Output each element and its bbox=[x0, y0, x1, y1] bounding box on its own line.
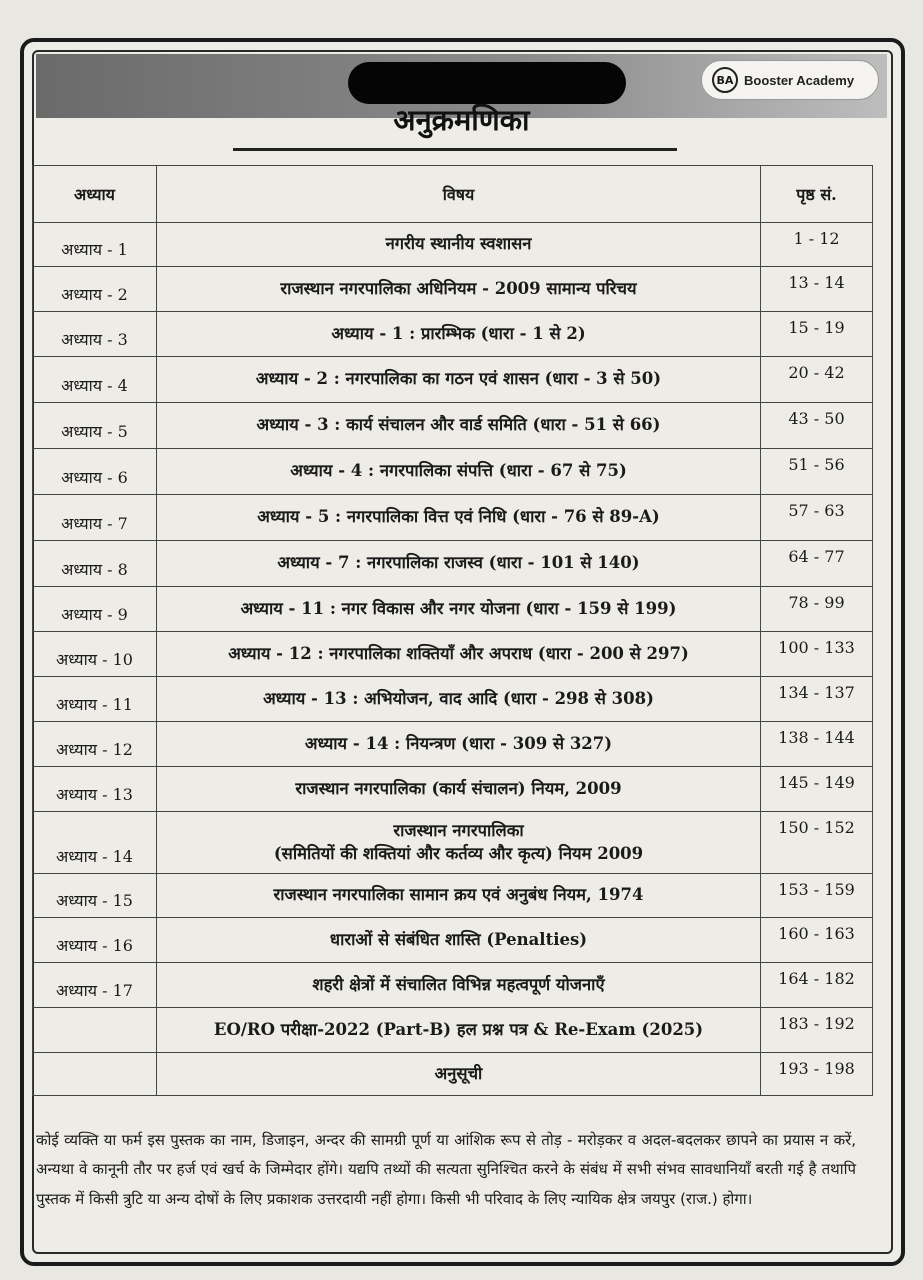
header-chapter: अध्याय bbox=[33, 166, 157, 223]
subject-cell bbox=[157, 541, 761, 587]
table-row bbox=[33, 312, 873, 357]
subject-cell bbox=[157, 495, 761, 541]
redacted-pill bbox=[348, 62, 626, 104]
pages-cell: 100 - 133 bbox=[761, 632, 873, 677]
brand-logo bbox=[701, 60, 879, 100]
subject-line: राजस्थान नगरपालिका सामान क्रय एवं अनुबंध नियम, 1974 bbox=[273, 885, 644, 905]
subject-line: राजस्थान नगरपालिका अधिनियम - 2009 सामान्य परिचय bbox=[280, 278, 637, 298]
chapter-cell: अध्याय - 2 bbox=[33, 267, 157, 312]
subject-line: राजस्थान नगरपालिका bbox=[393, 821, 524, 841]
table-row bbox=[33, 495, 873, 541]
table-row bbox=[33, 267, 873, 312]
chapter-cell bbox=[33, 1008, 157, 1053]
subject-cell bbox=[157, 632, 761, 677]
subject-line: नगरीय स्थानीय स्वशासन bbox=[385, 234, 532, 254]
subject-cell bbox=[157, 449, 761, 495]
table-header-row bbox=[33, 166, 873, 223]
page-title: अनुक्रमणिका bbox=[393, 103, 530, 137]
chapter-cell: अध्याय - 7 bbox=[33, 495, 157, 541]
header-pages: पृष्ठ सं. bbox=[761, 166, 873, 223]
subject-line: EO/RO परीक्षा-2022 (Part-B) हल प्रश्न पत्र & Re-Exam (2025) bbox=[213, 1019, 704, 1039]
table-row bbox=[33, 223, 873, 267]
table-row bbox=[33, 632, 873, 677]
subject-line: अध्याय - 7 : नगरपालिका राजस्व (धारा - 101 से 140) bbox=[277, 553, 640, 573]
brand-name: Booster Academy bbox=[744, 72, 855, 88]
chapter-cell: अध्याय - 16 bbox=[33, 918, 157, 963]
pages-cell: 43 - 50 bbox=[761, 403, 873, 449]
pages-cell: 13 - 14 bbox=[761, 267, 873, 312]
pages-cell: 78 - 99 bbox=[761, 587, 873, 632]
subject-cell bbox=[157, 874, 761, 918]
pages-cell: 134 - 137 bbox=[761, 677, 873, 722]
table-row bbox=[33, 541, 873, 587]
subject-line: शहरी क्षेत्रों में संचालित विभिन्न महत्वपूर्ण योजनाएँ bbox=[312, 974, 605, 994]
chapter-cell: अध्याय - 10 bbox=[33, 632, 157, 677]
subject-line: अध्याय - 2 : नगरपालिका का गठन एवं शासन (धारा - 3 से 50) bbox=[255, 369, 662, 389]
chapter-cell bbox=[33, 1053, 157, 1096]
subject-line: राजस्थान नगरपालिका (कार्य संचालन) नियम, 2009 bbox=[295, 778, 622, 798]
subject-cell bbox=[157, 587, 761, 632]
table-row bbox=[33, 874, 873, 918]
pages-cell: 15 - 19 bbox=[761, 312, 873, 357]
subject-line: अध्याय - 13 : अभियोजन, वाद आदि (धारा - 298 से 308) bbox=[263, 688, 654, 708]
subject-line: अध्याय - 14 : नियन्त्रण (धारा - 309 से 327) bbox=[304, 733, 613, 753]
table-row bbox=[33, 403, 873, 449]
chapter-cell: अध्याय - 12 bbox=[33, 722, 157, 767]
contents-table bbox=[32, 165, 873, 1096]
subject-line: अध्याय - 5 : नगरपालिका वित्त एवं निधि (धारा - 76 से 89-A) bbox=[257, 507, 660, 527]
pages-cell: 183 - 192 bbox=[761, 1008, 873, 1053]
pages-cell: 20 - 42 bbox=[761, 357, 873, 403]
subject-line: अध्याय - 1 : प्रारम्भिक (धारा - 1 से 2) bbox=[331, 323, 586, 343]
subject-cell bbox=[157, 223, 761, 267]
chapter-cell: अध्याय - 11 bbox=[33, 677, 157, 722]
chapter-cell: अध्याय - 13 bbox=[33, 767, 157, 812]
pages-cell: 193 - 198 bbox=[761, 1053, 873, 1096]
subject-cell bbox=[157, 767, 761, 812]
subject-line: अध्याय - 12 : नगरपालिका शक्तियाँ और अपराध (धारा - 200 से 297) bbox=[228, 643, 689, 663]
pages-cell: 57 - 63 bbox=[761, 495, 873, 541]
subject-cell bbox=[157, 722, 761, 767]
pages-cell: 64 - 77 bbox=[761, 541, 873, 587]
subject-cell bbox=[157, 403, 761, 449]
disclaimer-text bbox=[36, 1126, 856, 1214]
pages-cell: 164 - 182 bbox=[761, 963, 873, 1008]
subject-line: धाराओं से संबंधित शास्ति (Penalties) bbox=[329, 929, 588, 949]
chapter-cell: अध्याय - 6 bbox=[33, 449, 157, 495]
table-row bbox=[33, 449, 873, 495]
chapter-cell: अध्याय - 3 bbox=[33, 312, 157, 357]
table-row bbox=[33, 1053, 873, 1096]
table-row bbox=[33, 1008, 873, 1053]
subject-cell bbox=[157, 357, 761, 403]
table-row bbox=[33, 963, 873, 1008]
title-underline bbox=[233, 148, 677, 151]
pages-cell: 150 - 152 bbox=[761, 812, 873, 874]
subject-cell bbox=[157, 312, 761, 357]
subject-cell bbox=[157, 267, 761, 312]
table-row bbox=[33, 767, 873, 812]
chapter-cell: अध्याय - 14 bbox=[33, 812, 157, 874]
subject-cell bbox=[157, 1053, 761, 1096]
pages-cell: 145 - 149 bbox=[761, 767, 873, 812]
table-row bbox=[33, 812, 873, 874]
chapter-cell: अध्याय - 1 bbox=[33, 223, 157, 267]
subject-line: अध्याय - 3 : कार्य संचालन और वार्ड समिति (धारा - 51 से 66) bbox=[256, 415, 661, 435]
logo-mark-icon: BA bbox=[712, 67, 738, 93]
table-row bbox=[33, 722, 873, 767]
pages-cell: 51 - 56 bbox=[761, 449, 873, 495]
chapter-cell: अध्याय - 8 bbox=[33, 541, 157, 587]
chapter-cell: अध्याय - 9 bbox=[33, 587, 157, 632]
chapter-cell: अध्याय - 4 bbox=[33, 357, 157, 403]
pages-cell: 153 - 159 bbox=[761, 874, 873, 918]
subject-line: अध्याय - 11 : नगर विकास और नगर योजना (धारा - 159 से 199) bbox=[240, 598, 677, 618]
chapter-cell: अध्याय - 17 bbox=[33, 963, 157, 1008]
chapter-cell: अध्याय - 5 bbox=[33, 403, 157, 449]
table-row bbox=[33, 677, 873, 722]
header-subject: विषय bbox=[157, 166, 761, 223]
chapter-cell: अध्याय - 15 bbox=[33, 874, 157, 918]
subject-cell bbox=[157, 677, 761, 722]
subject-line-2: (समितियों की शक्तियां और कर्तव्य और कृत्य) नियम 2009 bbox=[273, 843, 644, 863]
subject-line: अध्याय - 4 : नगरपालिका संपत्ति (धारा - 67 से 75) bbox=[290, 461, 627, 481]
pages-cell: 160 - 163 bbox=[761, 918, 873, 963]
table-row bbox=[33, 918, 873, 963]
subject-cell bbox=[157, 1008, 761, 1053]
pages-cell: 1 - 12 bbox=[761, 223, 873, 267]
subject-cell bbox=[157, 918, 761, 963]
subject-cell bbox=[157, 963, 761, 1008]
pages-cell: 138 - 144 bbox=[761, 722, 873, 767]
subject-line: अनुसूची bbox=[434, 1063, 483, 1083]
table-row bbox=[33, 587, 873, 632]
table-row bbox=[33, 357, 873, 403]
subject-cell bbox=[157, 812, 761, 874]
disclaimer-body: कोई व्यक्ति या फर्म इस पुस्तक का नाम, डिजाइन, अन्दर की सामग्री पूर्ण या आंशिक रूप से तोड़ - मरोड़कर व अदल-बदलकर छापने का प्रयास न करें, अन्यथा वे कानूनी तौर पर हर्ज एवं खर्च के जिम्मेदार होंगे। यद्यपि तथ्यों की सत्यता सुनिश्चित करने के संबंध में सभी संभव सावधानियाँ बरती गई है तथापि पुस्तक में किसी त्रुटि या अन्य दोषों के लिए प्रकाशक उत्तरदायी नहीं होगा। किसी भी परिवाद के लिए न्यायिक क्षेत्र जयपुर (राज.) होगा। bbox=[36, 1131, 856, 1208]
